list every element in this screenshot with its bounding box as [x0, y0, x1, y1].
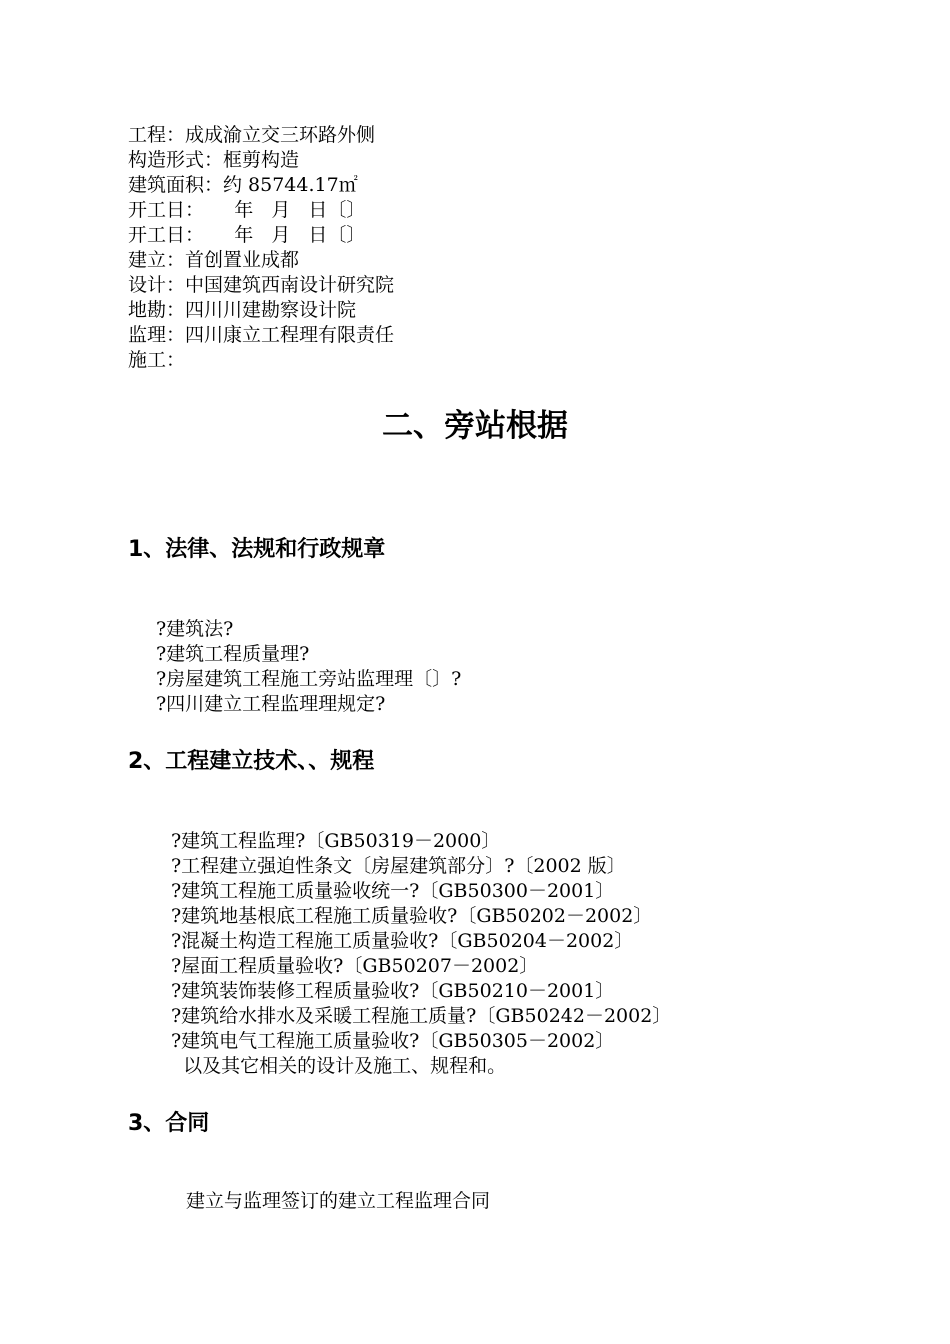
list-item: ?房屋建筑工程施工旁站监理理〔〕? — [156, 668, 462, 690]
list-item: ?混凝土构造工程施工质量验收?〔GB50204－2002〕 — [171, 930, 634, 952]
info-owner: 建立：首创置业成都 — [128, 249, 300, 271]
section-heading-contract: 3、合同 — [128, 1111, 210, 1136]
project-info — [128, 123, 394, 373]
section-heading-standards: 2、工程建立技术、、规程 — [128, 749, 375, 774]
list-item: ?建筑工程质量理? — [156, 643, 310, 665]
list-item: ?建筑给水排水及采暖工程施工质量?〔GB50242－2002〕 — [171, 1005, 672, 1027]
info-structure: 构造形式：框剪构造 — [128, 149, 300, 171]
info-survey: 地勘：四川川建勘察设计院 — [128, 299, 357, 321]
section-list-standards — [171, 829, 671, 1079]
list-item: ?四川建立工程监理理规定? — [156, 693, 386, 715]
info-project: 工程：成成渝立交三环路外侧 — [128, 124, 376, 146]
info-start-date: 开工日： 年 月 日〔〕 — [128, 199, 366, 221]
section-list-laws — [156, 617, 461, 717]
list-item: ?屋面工程质量验收?〔GB50207－2002〕 — [171, 955, 539, 977]
info-design: 设计：中国建筑西南设计研究院 — [128, 274, 395, 296]
info-construction: 施工： — [128, 349, 186, 371]
info-supervision: 监理：四川康立工程理有限责任 — [128, 324, 395, 346]
section-heading-laws: 1、法律、法规和行政规章 — [128, 537, 386, 562]
list-item: ?建筑地基根底工程施工质量验收?〔GB50202－2002〕 — [171, 905, 653, 927]
section-list-contract — [186, 1189, 490, 1214]
info-start-date-2: 开工日： 年 月 日〔〕 — [128, 224, 366, 246]
info-area: 建筑面积：约 85744.17㎡ — [128, 174, 358, 196]
list-item: 建立与监理签订的建立工程监理合同 — [186, 1190, 491, 1212]
list-item: ?建筑法? — [156, 618, 234, 640]
list-item: ?建筑装饰装修工程质量验收?〔GB50210－2001〕 — [171, 980, 615, 1002]
list-item: ?建筑电气工程施工质量验收?〔GB50305－2002〕 — [171, 1030, 615, 1052]
chapter-title: 二、旁站根据 — [382, 408, 568, 444]
list-item: 以及其它相关的设计及施工、规程和。 — [171, 1055, 507, 1077]
list-item: ?工程建立强迫性条文〔房屋建筑部分〕?〔2002 版〕 — [171, 855, 626, 877]
list-item: ?建筑工程监理?〔GB50319－2000〕 — [171, 830, 501, 852]
list-item: ?建筑工程施工质量验收统一?〔GB50300－2001〕 — [171, 880, 615, 902]
